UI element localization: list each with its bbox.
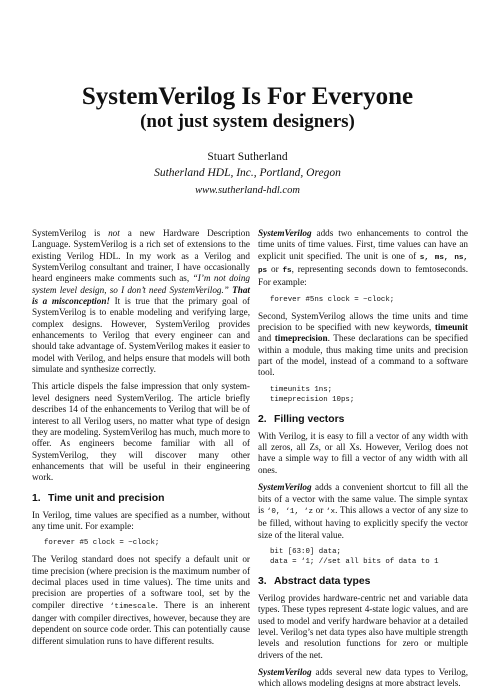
time-values-paragraph: In Verilog, time values are specified as a number, without any time unit. For example: [32,509,250,531]
paper-title: SystemVerilog Is For Everyone [81,83,414,110]
section-heading-filling-vectors: 2. Filling vectors [258,413,345,425]
fill-shortcut-paragraph: SystemVerilog adds a convenient shortcut to fill all the bits of a vector with the same value. The simple syntax is ‘0, ‘1, ‘z or ‘x. This allows a vector of any size to be filled, without having to explicitly specify the vector size of the literal value. [258,482,468,540]
author-affiliation: Sutherland HDL, Inc., Portland, Oregon [154,167,341,179]
overview-paragraph: This article dispels the false impression that only system-level designers need SystemVerilog. The article briefly describes 14 of the enhancements to Verilog that will be of interest to all Verilog users, no matter what type of design they are modeling. SystemVerilog has much, much more to offer. As engineers become familiar with all of SystemVerilog, they will discover many other enhancements that will be useful in their engineering work. [32,381,250,483]
new-data-types-paragraph: SystemVerilog adds several new data types to Verilog, which allows modeling designs at more abstract levels. [258,666,468,689]
code-example-fill-ones: bit [63:0] data; data = ‘1; //set all bits of data to 1 [270,547,439,566]
code-example-forever-clock: forever #5 clock = ~clock; [44,539,160,548]
intro-paragraph: SystemVerilog is not a new Hardware Description Language. SystemVerilog is a rich set of extensions to the existing Verilog HDL. In my work as a Verilog and SystemVerilog consultant and trainer, I have occasionally heard engineers make comments such as, “I’m not doing system level design, so I don’t need SystemVerilog.” That is a misconception! It is true that the primary goal of SystemVerilog is to enable modeling and verifying large, complex designs. However, SystemVerilog provides enhancements to Verilog that every engineer can and should take advantage of. SystemVerilog makes it easier to model with Verilog, and helps ensure that models will both simulate and synthesize correctly. [32,228,251,375]
section-heading-abstract-data-types: 3. Abstract data types [258,575,371,587]
left-column [32,228,250,653]
author-name: Stuart Sutherland [207,151,288,163]
timeunit-keyword-paragraph: Second, SystemVerilog allows the time units and time precision to be specified with new keywords, timeunit and timeprecision. These declarations can be specified within a module, thus making time units and precision part of the model, instead of a command to a software tool. [258,310,468,378]
filling-vectors-paragraph: With Verilog, it is easy to fill a vector of any width with all zeros, all Zs, or all Xs. However, Verilog does not have a simple way to fill a vector of any width with all ones. [258,430,468,475]
paper-subtitle: (not just system designers) [140,111,355,132]
code-example-timeunits: timeunits 1ns; timeprecision 10ps; [270,385,355,404]
timescale-paragraph: The Verilog standard does not specify a default unit or time precision (where precision is the maximum number of decimal places used in time values). The time units and precision are properties of a software tool, set by the compiler directive ‘timescale. There is an inherent danger with compiler directives, however, because they are dependent on source code order. This can potentially cause different simulation runs to have different results. [32,554,251,646]
data-types-paragraph: Verilog provides hardware-centric net and variable data types. These types represent 4-state logic values, and are used to model and verify hardware behavior at a detailed level. Verilog’s net data types also have multiple strength levels and resolution functions for zero or multiple drivers of the net. [258,592,468,660]
author-website[interactable]: www.sutherland-hdl.com [195,185,300,196]
section-heading-time-unit: 1. Time unit and precision [32,492,165,504]
time-units-paragraph: SystemVerilog adds two enhancements to control the time units of time values. First, time values can have an explicit unit specified. The unit is one of s, ms, ns, ps or fs, representing seconds down to femtoseconds. For example: [258,228,469,288]
right-column [258,228,468,696]
code-example-forever-5ns: forever #5ns clock = ~clock; [270,295,395,304]
